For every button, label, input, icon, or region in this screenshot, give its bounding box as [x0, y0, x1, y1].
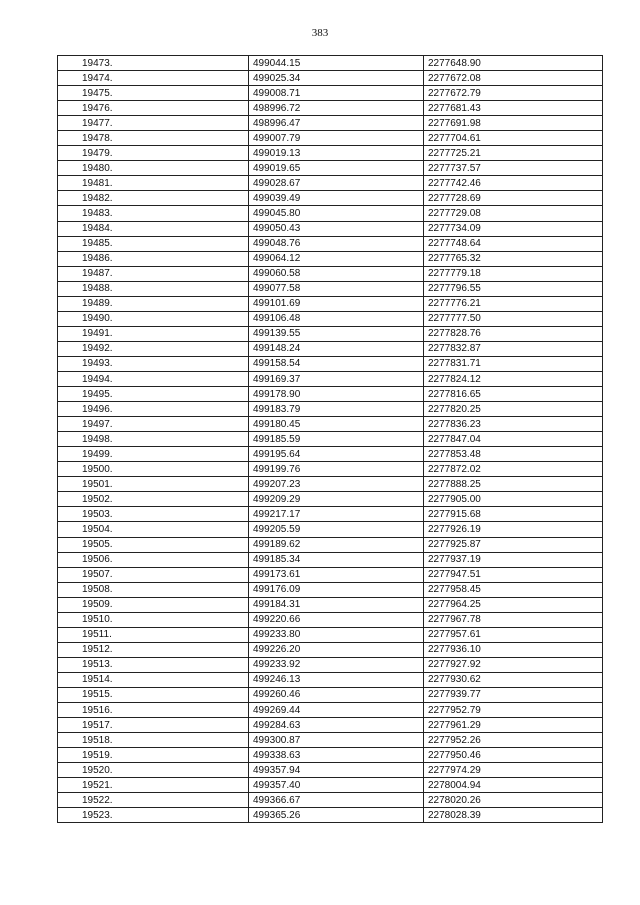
table-row: [58, 131, 603, 146]
y-coordinate-cell: 2277936.10: [424, 642, 603, 657]
point-number-cell: 19486.: [58, 251, 249, 266]
coordinates-table-body: [58, 56, 603, 823]
y-coordinate-cell: 2277836.23: [424, 417, 603, 432]
y-coordinate-cell: 2277967.78: [424, 612, 603, 627]
x-coordinate-cell: 499209.29: [249, 492, 424, 507]
table-row: [58, 56, 603, 71]
table-row: [58, 387, 603, 402]
table-row: [58, 417, 603, 432]
y-coordinate-cell: 2277853.48: [424, 447, 603, 462]
point-number-cell: 19520.: [58, 763, 249, 778]
table-row: [58, 748, 603, 763]
x-coordinate-cell: 499173.61: [249, 567, 424, 582]
point-number-cell: 19508.: [58, 582, 249, 597]
x-coordinate-cell: 499007.79: [249, 131, 424, 146]
point-number-cell: 19517.: [58, 718, 249, 733]
y-coordinate-cell: 2277737.57: [424, 161, 603, 176]
x-coordinate-cell: 499044.15: [249, 56, 424, 71]
table-row: [58, 778, 603, 793]
y-coordinate-cell: 2277905.00: [424, 492, 603, 507]
point-number-cell: 19496.: [58, 402, 249, 417]
point-number-cell: 19487.: [58, 266, 249, 281]
point-number-cell: 19494.: [58, 371, 249, 386]
table-row: [58, 477, 603, 492]
x-coordinate-cell: 499019.13: [249, 146, 424, 161]
table-row: [58, 612, 603, 627]
x-coordinate-cell: 499366.67: [249, 793, 424, 808]
table-row: [58, 808, 603, 823]
point-number-cell: 19500.: [58, 462, 249, 477]
y-coordinate-cell: 2277672.79: [424, 86, 603, 101]
table-row: [58, 341, 603, 356]
x-coordinate-cell: 499220.66: [249, 612, 424, 627]
point-number-cell: 19510.: [58, 612, 249, 627]
point-number-cell: 19515.: [58, 687, 249, 702]
point-number-cell: 19523.: [58, 808, 249, 823]
point-number-cell: 19476.: [58, 101, 249, 116]
table-row: [58, 161, 603, 176]
x-coordinate-cell: 499019.65: [249, 161, 424, 176]
x-coordinate-cell: 499357.94: [249, 763, 424, 778]
x-coordinate-cell: 499233.92: [249, 657, 424, 672]
point-number-cell: 19516.: [58, 703, 249, 718]
point-number-cell: 19507.: [58, 567, 249, 582]
y-coordinate-cell: 2277925.87: [424, 537, 603, 552]
point-number-cell: 19491.: [58, 326, 249, 341]
y-coordinate-cell: 2277961.29: [424, 718, 603, 733]
y-coordinate-cell: 2277937.19: [424, 552, 603, 567]
x-coordinate-cell: 499195.64: [249, 447, 424, 462]
y-coordinate-cell: 2277704.61: [424, 131, 603, 146]
table-row: [58, 718, 603, 733]
table-row: [58, 537, 603, 552]
x-coordinate-cell: 499207.23: [249, 477, 424, 492]
y-coordinate-cell: 2277681.43: [424, 101, 603, 116]
x-coordinate-cell: 499300.87: [249, 733, 424, 748]
table-row: [58, 763, 603, 778]
y-coordinate-cell: 2277915.68: [424, 507, 603, 522]
table-row: [58, 71, 603, 86]
table-row: [58, 687, 603, 702]
table-row: [58, 627, 603, 642]
table-row: [58, 371, 603, 386]
y-coordinate-cell: 2277779.18: [424, 266, 603, 281]
y-coordinate-cell: 2277734.09: [424, 221, 603, 236]
point-number-cell: 19488.: [58, 281, 249, 296]
x-coordinate-cell: 499008.71: [249, 86, 424, 101]
table-row: [58, 296, 603, 311]
y-coordinate-cell: 2277648.90: [424, 56, 603, 71]
y-coordinate-cell: 2277820.25: [424, 402, 603, 417]
table-row: [58, 567, 603, 582]
y-coordinate-cell: 2277777.50: [424, 311, 603, 326]
table-row: [58, 191, 603, 206]
x-coordinate-cell: 499045.80: [249, 206, 424, 221]
table-row: [58, 356, 603, 371]
x-coordinate-cell: 499176.09: [249, 582, 424, 597]
table-row: [58, 221, 603, 236]
x-coordinate-cell: 499233.80: [249, 627, 424, 642]
y-coordinate-cell: 2277950.46: [424, 748, 603, 763]
x-coordinate-cell: 499178.90: [249, 387, 424, 402]
y-coordinate-cell: 2278020.26: [424, 793, 603, 808]
x-coordinate-cell: 499357.40: [249, 778, 424, 793]
y-coordinate-cell: 2277958.45: [424, 582, 603, 597]
point-number-cell: 19503.: [58, 507, 249, 522]
table-row: [58, 146, 603, 161]
point-number-cell: 19502.: [58, 492, 249, 507]
point-number-cell: 19477.: [58, 116, 249, 131]
x-coordinate-cell: 499028.67: [249, 176, 424, 191]
y-coordinate-cell: 2277832.87: [424, 341, 603, 356]
x-coordinate-cell: 499101.69: [249, 296, 424, 311]
x-coordinate-cell: 499064.12: [249, 251, 424, 266]
table-row: [58, 492, 603, 507]
point-number-cell: 19511.: [58, 627, 249, 642]
point-number-cell: 19479.: [58, 146, 249, 161]
y-coordinate-cell: 2277930.62: [424, 672, 603, 687]
x-coordinate-cell: 499169.37: [249, 371, 424, 386]
y-coordinate-cell: 2277672.08: [424, 71, 603, 86]
point-number-cell: 19478.: [58, 131, 249, 146]
table-row: [58, 507, 603, 522]
point-number-cell: 19498.: [58, 432, 249, 447]
x-coordinate-cell: 499260.46: [249, 687, 424, 702]
coordinates-table: [57, 55, 603, 823]
y-coordinate-cell: 2277765.32: [424, 251, 603, 266]
table-row: [58, 733, 603, 748]
table-row: [58, 552, 603, 567]
y-coordinate-cell: 2277742.46: [424, 176, 603, 191]
table-row: [58, 236, 603, 251]
point-number-cell: 19492.: [58, 341, 249, 356]
table-row: [58, 432, 603, 447]
table-row: [58, 597, 603, 612]
x-coordinate-cell: 499148.24: [249, 341, 424, 356]
x-coordinate-cell: 499077.58: [249, 281, 424, 296]
table-row: [58, 703, 603, 718]
point-number-cell: 19483.: [58, 206, 249, 221]
point-number-cell: 19509.: [58, 597, 249, 612]
table-row: [58, 462, 603, 477]
y-coordinate-cell: 2277927.92: [424, 657, 603, 672]
point-number-cell: 19505.: [58, 537, 249, 552]
y-coordinate-cell: 2277939.77: [424, 687, 603, 702]
page-number: 383: [311, 27, 329, 39]
point-number-cell: 19514.: [58, 672, 249, 687]
x-coordinate-cell: 499217.17: [249, 507, 424, 522]
point-number-cell: 19501.: [58, 477, 249, 492]
x-coordinate-cell: 499060.58: [249, 266, 424, 281]
point-number-cell: 19485.: [58, 236, 249, 251]
y-coordinate-cell: 2277725.21: [424, 146, 603, 161]
y-coordinate-cell: 2277748.64: [424, 236, 603, 251]
x-coordinate-cell: 499365.26: [249, 808, 424, 823]
y-coordinate-cell: 2277828.76: [424, 326, 603, 341]
x-coordinate-cell: 499183.79: [249, 402, 424, 417]
x-coordinate-cell: 499158.54: [249, 356, 424, 371]
table-row: [58, 101, 603, 116]
point-number-cell: 19482.: [58, 191, 249, 206]
table-row: [58, 402, 603, 417]
table-row: [58, 251, 603, 266]
table-row: [58, 326, 603, 341]
y-coordinate-cell: 2278004.94: [424, 778, 603, 793]
table-row: [58, 281, 603, 296]
table-row: [58, 657, 603, 672]
x-coordinate-cell: 499039.49: [249, 191, 424, 206]
x-coordinate-cell: 499246.13: [249, 672, 424, 687]
point-number-cell: 19475.: [58, 86, 249, 101]
point-number-cell: 19489.: [58, 296, 249, 311]
point-number-cell: 19474.: [58, 71, 249, 86]
point-number-cell: 19519.: [58, 748, 249, 763]
point-number-cell: 19481.: [58, 176, 249, 191]
table-row: [58, 642, 603, 657]
x-coordinate-cell: 499199.76: [249, 462, 424, 477]
y-coordinate-cell: 2277957.61: [424, 627, 603, 642]
point-number-cell: 19473.: [58, 56, 249, 71]
x-coordinate-cell: 499139.55: [249, 326, 424, 341]
point-number-cell: 19484.: [58, 221, 249, 236]
y-coordinate-cell: 2277728.69: [424, 191, 603, 206]
point-number-cell: 19506.: [58, 552, 249, 567]
point-number-cell: 19512.: [58, 642, 249, 657]
x-coordinate-cell: 499205.59: [249, 522, 424, 537]
point-number-cell: 19499.: [58, 447, 249, 462]
point-number-cell: 19493.: [58, 356, 249, 371]
x-coordinate-cell: 499185.59: [249, 432, 424, 447]
y-coordinate-cell: 2277831.71: [424, 356, 603, 371]
x-coordinate-cell: 499269.44: [249, 703, 424, 718]
x-coordinate-cell: 499180.45: [249, 417, 424, 432]
x-coordinate-cell: 499185.34: [249, 552, 424, 567]
point-number-cell: 19518.: [58, 733, 249, 748]
y-coordinate-cell: 2277964.25: [424, 597, 603, 612]
y-coordinate-cell: 2277729.08: [424, 206, 603, 221]
point-number-cell: 19490.: [58, 311, 249, 326]
table-row: [58, 793, 603, 808]
table-row: [58, 311, 603, 326]
x-coordinate-cell: 499106.48: [249, 311, 424, 326]
y-coordinate-cell: 2277888.25: [424, 477, 603, 492]
point-number-cell: 19504.: [58, 522, 249, 537]
x-coordinate-cell: 499189.62: [249, 537, 424, 552]
y-coordinate-cell: 2277872.02: [424, 462, 603, 477]
point-number-cell: 19513.: [58, 657, 249, 672]
point-number-cell: 19495.: [58, 387, 249, 402]
table-row: [58, 116, 603, 131]
x-coordinate-cell: 499284.63: [249, 718, 424, 733]
x-coordinate-cell: 499025.34: [249, 71, 424, 86]
y-coordinate-cell: 2277947.51: [424, 567, 603, 582]
x-coordinate-cell: 499048.76: [249, 236, 424, 251]
x-coordinate-cell: 498996.72: [249, 101, 424, 116]
table-row: [58, 176, 603, 191]
x-coordinate-cell: 499226.20: [249, 642, 424, 657]
table-row: [58, 86, 603, 101]
y-coordinate-cell: 2277847.04: [424, 432, 603, 447]
table-row: [58, 447, 603, 462]
y-coordinate-cell: 2277796.55: [424, 281, 603, 296]
point-number-cell: 19497.: [58, 417, 249, 432]
table-row: [58, 206, 603, 221]
point-number-cell: 19480.: [58, 161, 249, 176]
x-coordinate-cell: 499050.43: [249, 221, 424, 236]
y-coordinate-cell: 2277974.29: [424, 763, 603, 778]
table-row: [58, 582, 603, 597]
y-coordinate-cell: 2277816.65: [424, 387, 603, 402]
y-coordinate-cell: 2277926.19: [424, 522, 603, 537]
point-number-cell: 19521.: [58, 778, 249, 793]
y-coordinate-cell: 2277952.79: [424, 703, 603, 718]
table-row: [58, 522, 603, 537]
y-coordinate-cell: 2277776.21: [424, 296, 603, 311]
y-coordinate-cell: 2277952.26: [424, 733, 603, 748]
table-row: [58, 266, 603, 281]
y-coordinate-cell: 2278028.39: [424, 808, 603, 823]
x-coordinate-cell: 499338.63: [249, 748, 424, 763]
y-coordinate-cell: 2277691.98: [424, 116, 603, 131]
x-coordinate-cell: 499184.31: [249, 597, 424, 612]
x-coordinate-cell: 498996.47: [249, 116, 424, 131]
y-coordinate-cell: 2277824.12: [424, 371, 603, 386]
point-number-cell: 19522.: [58, 793, 249, 808]
table-row: [58, 672, 603, 687]
